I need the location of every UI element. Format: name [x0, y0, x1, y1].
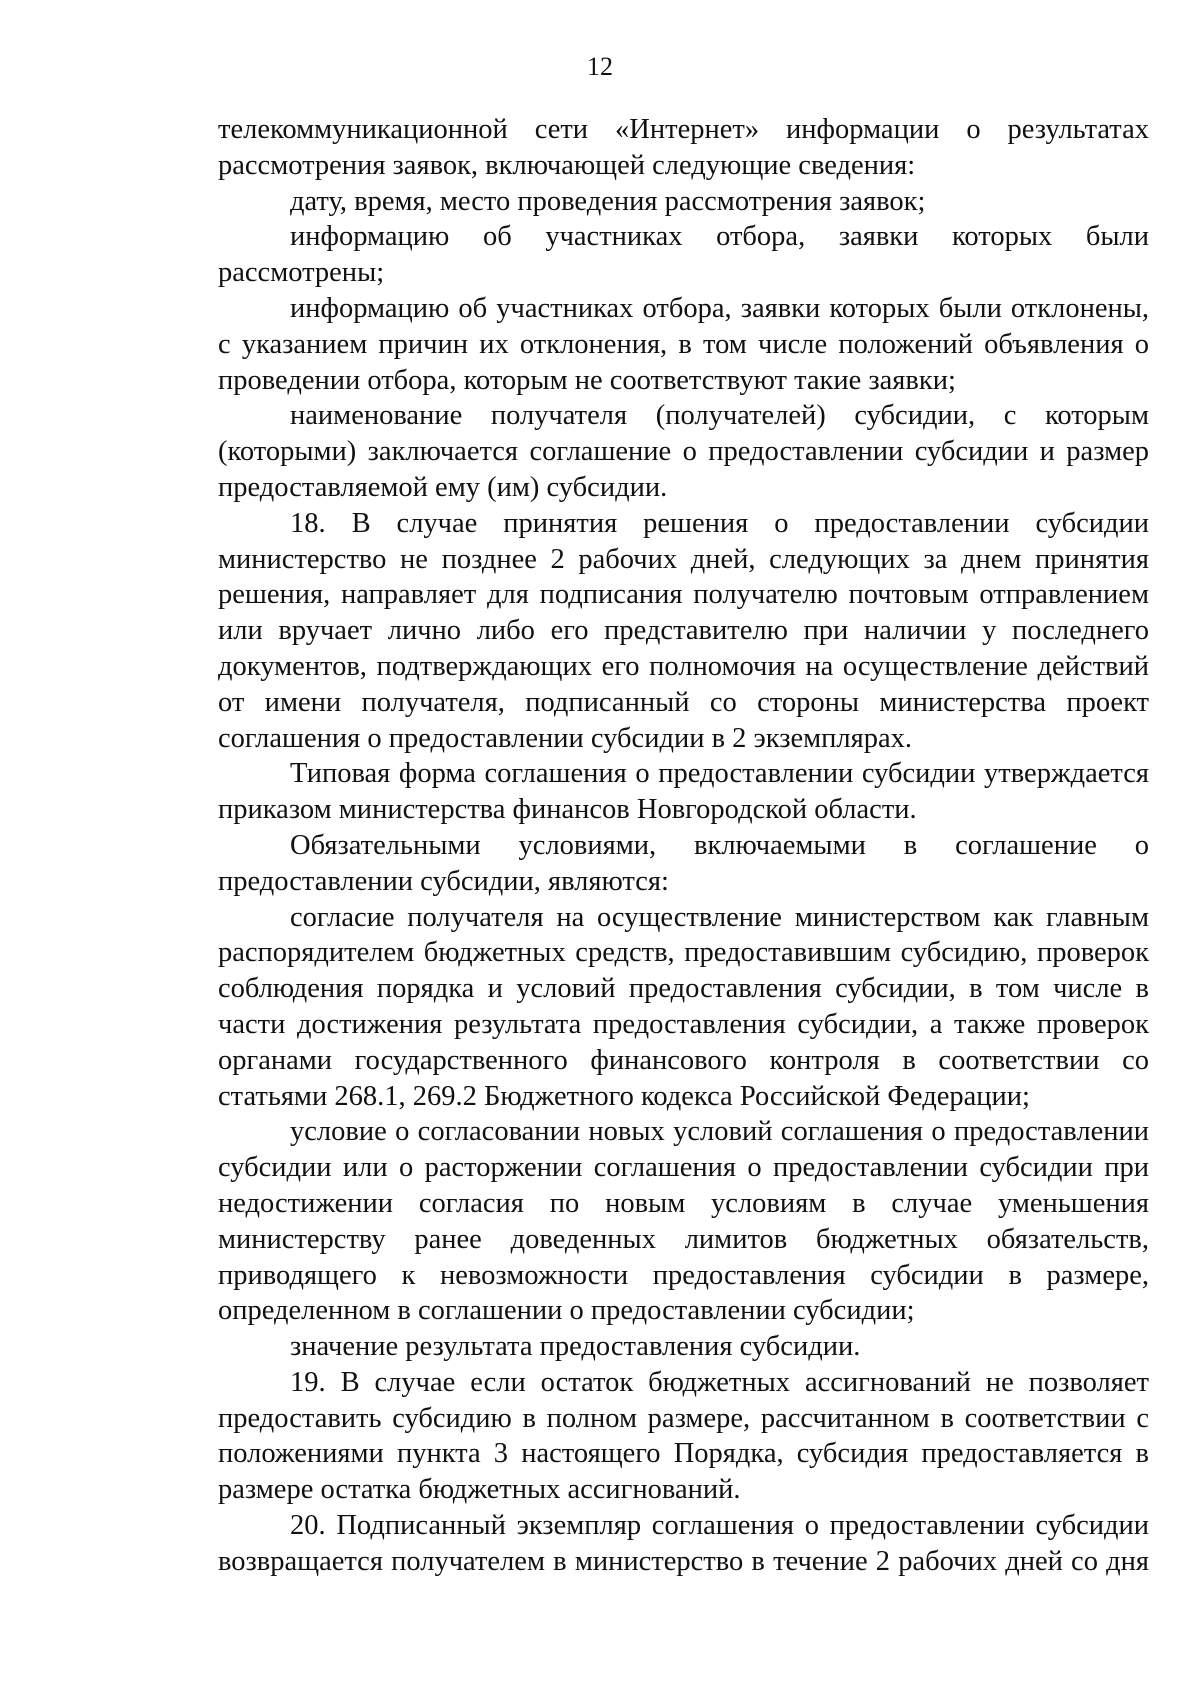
paragraph-item-20: 20. Подписанный экземпляр соглашения о предоставлении субсидии возвращается получателем в министерство в течение 2 рабочих дней со дня — [218, 1510, 1149, 1577]
paragraph-standard-form: Типовая форма соглашения о предоставлении субсидии утверждается приказом министерства финансов Новгородской области. — [218, 758, 1149, 826]
paragraph-result-value: значение результата предоставления субсидии. — [290, 1331, 861, 1363]
paragraph-rejected-applicants: информацию об участниках отбора, заявки которых были отклонены, с указанием причин их отклонения, в том числе положений объявления о проведении отбора, которым не соответствуют такие заявки; — [218, 292, 1149, 396]
paragraph-item-18: 18. В случае принятия решения о предоставлении субсидии министерство не позднее 2 рабочих дней, следующих за днем принятия решения, направляет для подписания получателю почтовым отправлением или вручает лично либо его представителю при наличии у последнего документов, подтверждающих его полномочия на осуществление действий от имени получателя, подписанный со стороны министерства проект соглашения о предоставлении субсидии в 2 экземплярах. — [218, 507, 1149, 754]
document-body — [218, 112, 1149, 1580]
paragraph-considered-applicants: информацию об участниках отбора, заявки которых были рассмотрены; — [218, 221, 1149, 289]
paragraph-mandatory-conditions: Обязательными условиями, включаемыми в соглашение о предоставлении субсидии, являются: — [218, 829, 1149, 897]
paragraph-continuation-results: телекоммуникационной сети «Интернет» информации о результатах рассмотрения заявок, включающей следующие сведения: — [218, 114, 1149, 181]
paragraph-item-19: 19. В случае если остаток бюджетных ассигнований не позволяет предоставить субсидию в полном размере, рассчитанном в соответствии с положениями пункта 3 настоящего Порядка, субсидия предоставляется в размере остатка бюджетных ассигнований. — [218, 1366, 1149, 1506]
paragraph-date-time-place: дату, время, место проведения рассмотрения заявок; — [290, 185, 926, 217]
paragraph-consent-inspections: согласие получателя на осуществление министерством как главным распорядителем бюджетных средств, предоставившим субсидию, проверок соблюдения порядка и условий предоставления субсидии, в том числе в части достижения результата предоставления субсидии, а также проверок органами государственного финансового контроля в соответствии со статьями 268.1, 269.2 Бюджетного кодекса Российской Федерации; — [218, 901, 1149, 1112]
paragraph-recipient-name: наименование получателя (получателей) субсидии, с которым (которыми) заключается соглашение о предоставлении субсидии и размер предоставляемой ему (им) субсидии. — [218, 400, 1149, 503]
paragraph-new-conditions: условие о согласовании новых условий соглашения о предоставлении субсидии или о расторжении соглашения о предоставлении субсидии при недостижении согласия по новым условиям в случае уменьшения министерству ранее доведенных лимитов бюджетных обязательств, приводящего к невозможности предоставления субсидии в размере, определенном в соглашении о предоставлении субсидии; — [218, 1116, 1149, 1327]
page-number: 12 — [587, 52, 613, 81]
